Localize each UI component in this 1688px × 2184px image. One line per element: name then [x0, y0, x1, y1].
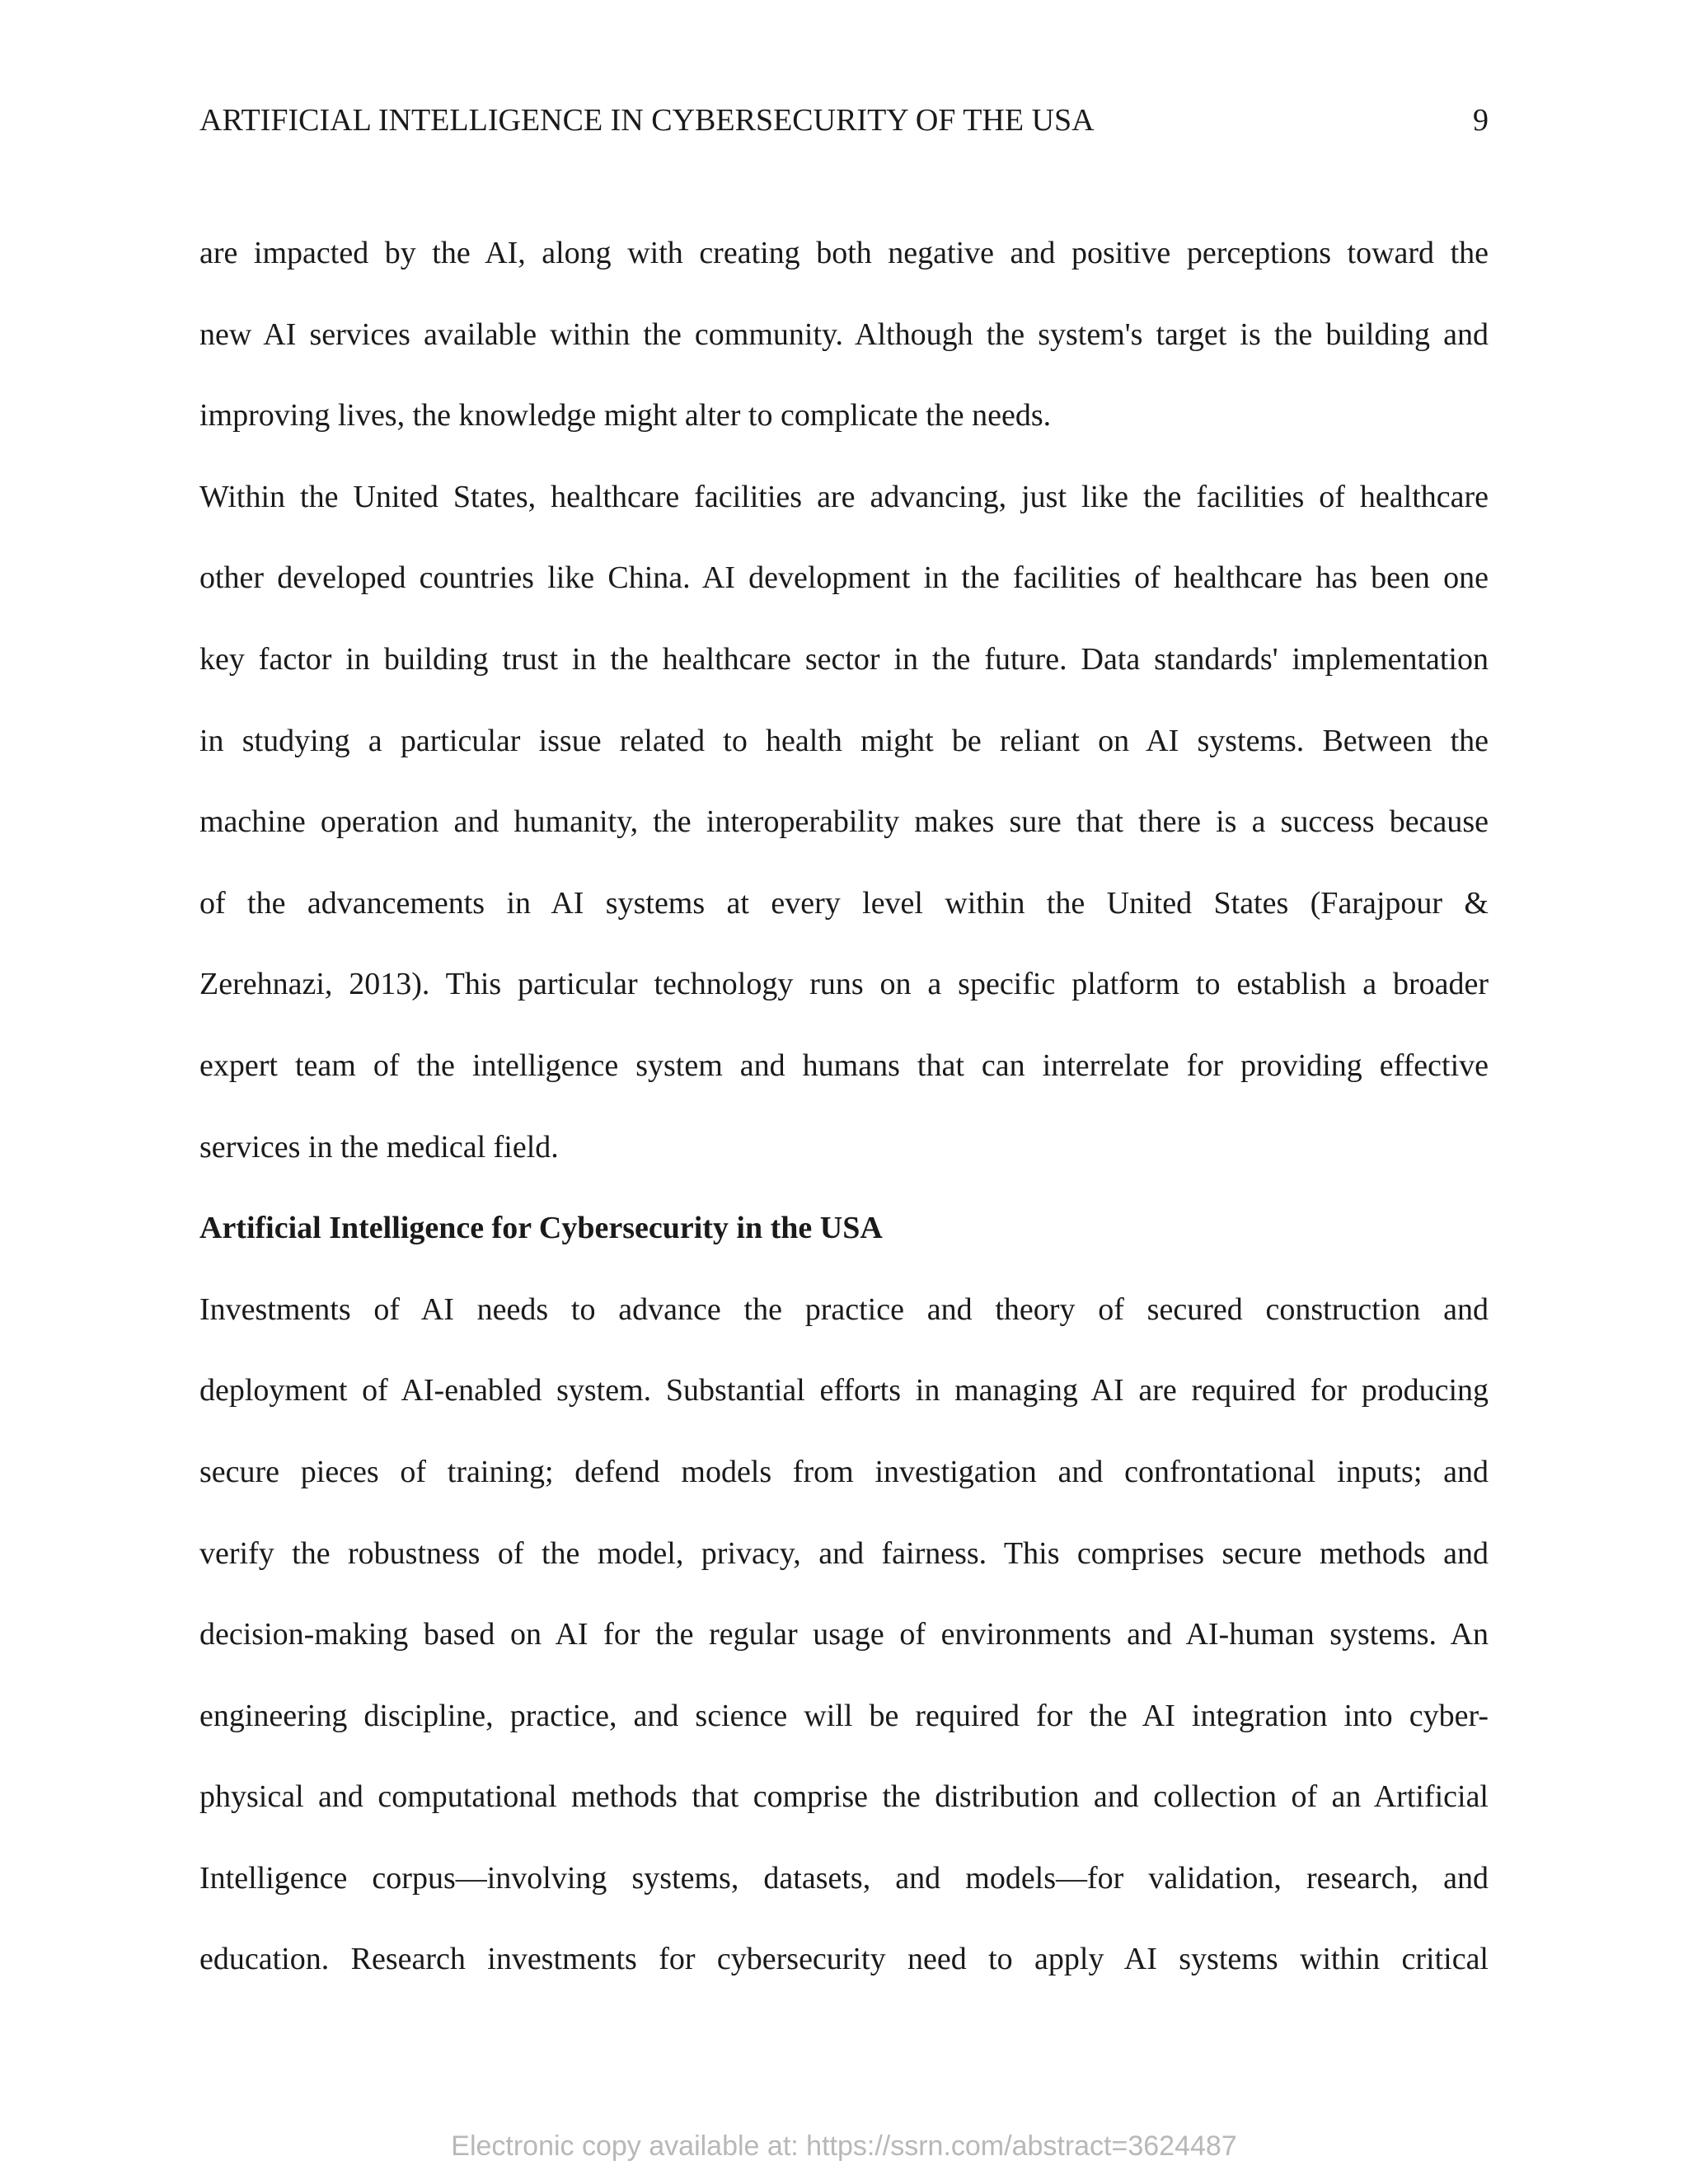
paragraph-line: services in the medical field.: [199, 1129, 559, 1165]
paragraph-line: in studying a particular issue related to health might be reliant on AI systems. Between the: [199, 723, 1489, 758]
page-number: 9: [1473, 103, 1489, 138]
paragraph-line: Within the United States, healthcare facilities are advancing, just like the facilities of healthcare: [199, 479, 1489, 514]
section-heading: Artificial Intelligence for Cybersecurity in the USA: [199, 1211, 883, 1246]
paragraph-line: physical and computational methods that comprise the distribution and collection of an Artificial: [199, 1779, 1489, 1815]
paragraph-line: Investments of AI needs to advance the practice and theory of secured construction and: [199, 1291, 1489, 1327]
running-title: ARTIFICIAL INTELLIGENCE IN CYBERSECURITY OF THE USA: [199, 103, 1095, 138]
running-head: [199, 97, 1489, 143]
paragraph-line: Intelligence corpus—involving systems, datasets, and models—for validation, research, and: [199, 1860, 1489, 1896]
paragraph-line: education. Research investments for cybersecurity need to apply AI systems within critical: [199, 1942, 1489, 1977]
paragraph-line: engineering discipline, practice, and science will be required for the AI integration into cyber-: [199, 1698, 1489, 1733]
paragraph-line: key factor in building trust in the healthcare sector in the future. Data standards' implementation: [199, 641, 1489, 677]
paragraph-line: Zerehnazi, 2013). This particular technology runs on a specific platform to establish a broader: [199, 967, 1489, 1002]
paragraph-line: deployment of AI-enabled system. Substantial efforts in managing AI are required for producing: [199, 1373, 1489, 1408]
paragraph-line: secure pieces of training; defend models from investigation and confrontational inputs; and: [199, 1454, 1489, 1489]
paragraph-line: decision-making based on AI for the regular usage of environments and AI-human systems. An: [199, 1617, 1489, 1652]
body-text: [199, 213, 1489, 2000]
ssrn-footer-note: Electronic copy available at: https://ssrn.com/abstract=3624487: [451, 2130, 1237, 2162]
paragraph-line: improving lives, the knowledge might alter to complicate the needs.: [199, 398, 1052, 434]
paragraph-line: new AI services available within the community. Although the system's target is the building and: [199, 316, 1489, 352]
paragraph-line: machine operation and humanity, the interoperability makes sure that there is a success because: [199, 804, 1489, 840]
paragraph-line: are impacted by the AI, along with creating both negative and positive perceptions toward the: [199, 236, 1489, 270]
paragraph-line: verify the robustness of the model, privacy, and fairness. This comprises secure methods and: [199, 1535, 1489, 1571]
paragraph-line: other developed countries like China. AI development in the facilities of healthcare has been one: [199, 560, 1489, 596]
paragraph-line: expert team of the intelligence system and humans that can interrelate for providing effective: [199, 1047, 1489, 1083]
paragraph-line: of the advancements in AI systems at every level within the United States (Farajpour &: [199, 885, 1489, 921]
